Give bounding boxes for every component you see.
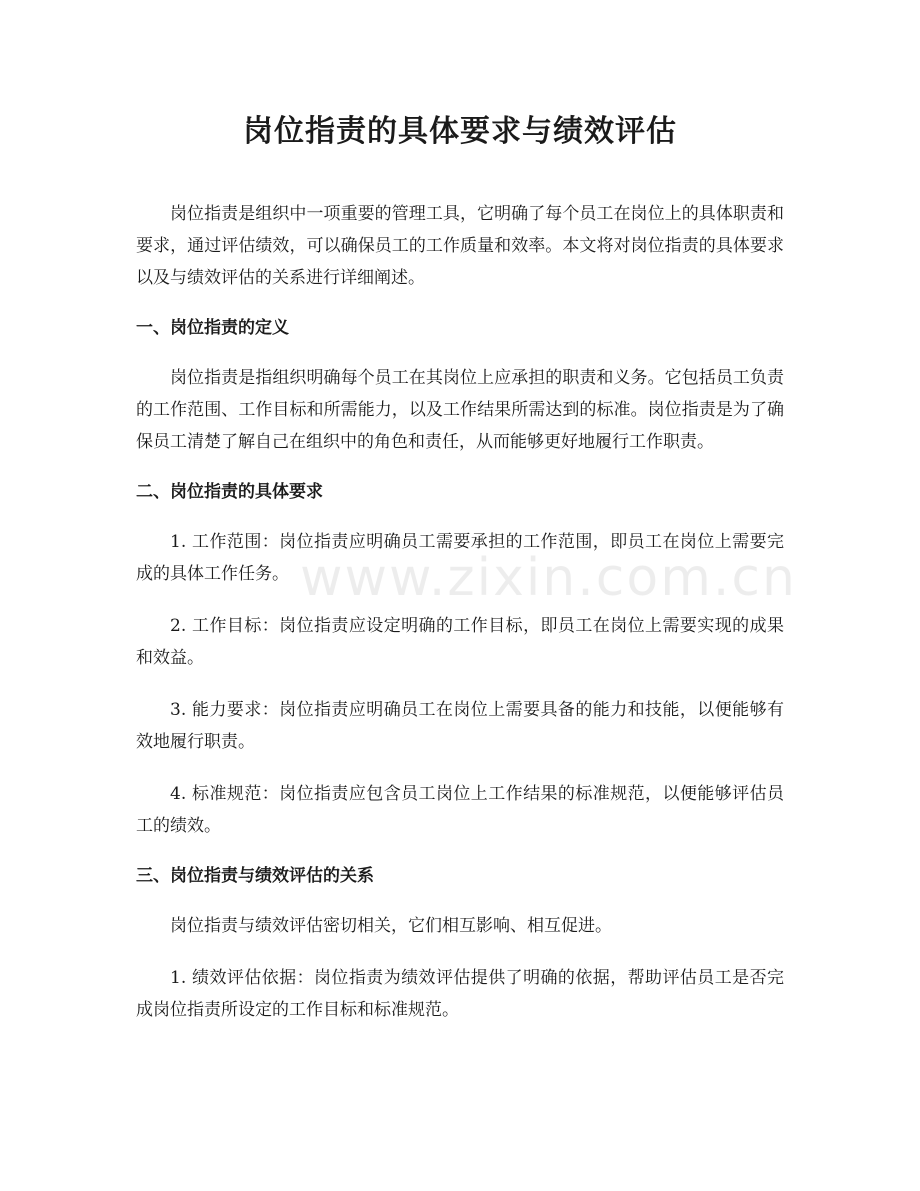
requirement-item: 3. 能力要求：岗位指责应明确员工在岗位上需要具备的能力和技能，以便能够有效地履行职责。	[136, 700, 784, 752]
definition-paragraph: 岗位指责是指组织明确每个员工在其岗位上应承担的职责和义务。它包括员工负责的工作范围、工作目标和所需能力，以及工作结果所需达到的标准。岗位指责是为了确保员工清楚了解自己在组织中的角色和责任，从而能够更好地履行工作职责。	[136, 368, 784, 452]
intro-paragraph: 岗位指责是组织中一项重要的管理工具，它明确了每个员工在岗位上的具体职责和要求，通过评估绩效，可以确保员工的工作质量和效率。本文将对岗位指责的具体要求以及与绩效评估的关系进行详细阐述。	[136, 204, 784, 288]
relationship-paragraph: 岗位指责与绩效评估密切相关，它们相互影响、相互促进。	[170, 916, 612, 936]
section-heading-requirements: 二、岗位指责的具体要求	[136, 482, 323, 502]
requirement-item: 1. 工作范围：岗位指责应明确员工需要承担的工作范围，即员工在岗位上需要完成的具体工作任务。	[136, 532, 784, 584]
requirement-item: 4. 标准规范：岗位指责应包含员工岗位上工作结果的标准规范，以便能够评估员工的绩效。	[136, 784, 784, 836]
relationship-item: 1. 绩效评估依据：岗位指责为绩效评估提供了明确的依据，帮助评估员工是否完成岗位指责所设定的工作目标和标准规范。	[136, 968, 784, 1020]
requirement-item: 2. 工作目标：岗位指责应设定明确的工作目标，即员工在岗位上需要实现的成果和效益。	[136, 616, 784, 668]
section-heading-definition: 一、岗位指责的定义	[136, 318, 289, 338]
watermark-text: www.zixin.com.cn	[300, 548, 797, 608]
document-title: 岗位指责的具体要求与绩效评估	[243, 114, 677, 149]
section-heading-relationship: 三、岗位指责与绩效评估的关系	[136, 866, 374, 886]
